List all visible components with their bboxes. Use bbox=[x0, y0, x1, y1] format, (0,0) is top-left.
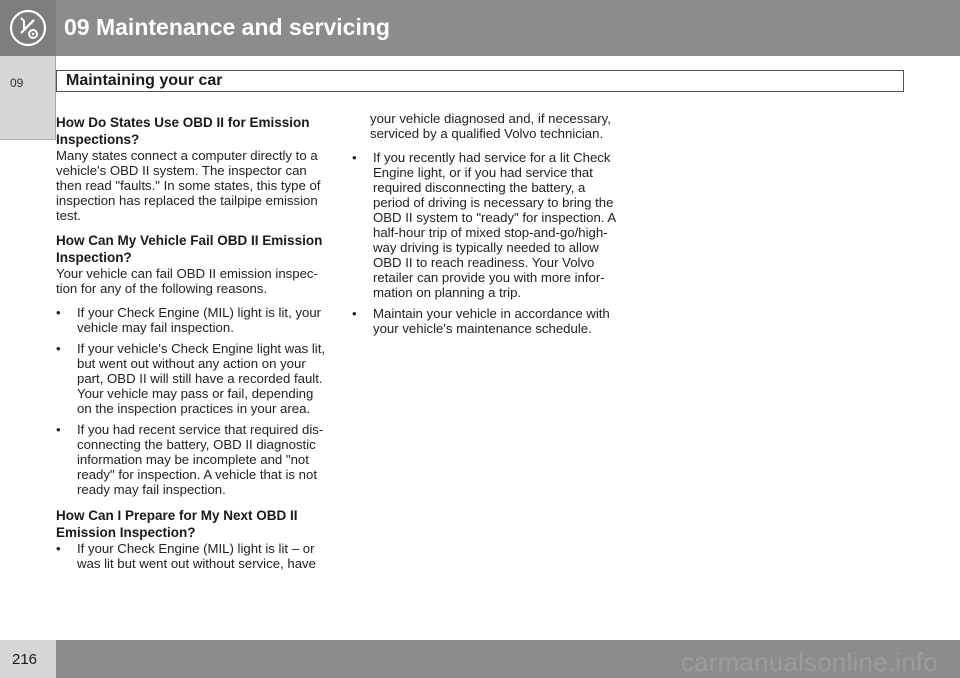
heading-obd-states: How Do States Use OBD II for Emission Inspections? bbox=[56, 115, 310, 147]
paragraph-obd-states: Many states connect a computer directly to a vehicle's OBD II system. The inspector can then read "faults." In some states, this type of inspection has replaced the tailpipe emission test. bbox=[56, 148, 321, 223]
fail-reasons-list bbox=[56, 305, 326, 497]
list-item: • If your Check Engine (MIL) light is lit – or was lit but went out without service, have bbox=[56, 541, 326, 571]
right-column bbox=[352, 111, 617, 346]
page-number: 216 bbox=[12, 651, 38, 668]
heading-prepare-inspection: How Can I Prepare for My Next OBD II Emission Inspection? bbox=[56, 508, 298, 540]
side-tab-label: 09 bbox=[10, 76, 24, 90]
list-item: • Maintain your vehicle in accordance with your vehicle's maintenance schedule. bbox=[352, 306, 617, 336]
watermark: carmanualsonline.info bbox=[680, 647, 938, 677]
wrench-gear-icon bbox=[9, 9, 47, 47]
chapter-header bbox=[0, 0, 960, 56]
list-item: • If your vehicle's Check Engine light was lit, but went out without any action on your part, OBD II will still have a recorded fault. Your vehicle may pass or fail, depending on the inspection practices in your area. bbox=[56, 341, 326, 416]
section-title-bar bbox=[56, 70, 904, 92]
chapter-title: 09 Maintenance and servicing bbox=[64, 14, 390, 40]
chapter-side-tab bbox=[0, 56, 56, 140]
heading-fail-inspection: How Can My Vehicle Fail OBD II Emission Inspection? bbox=[56, 233, 323, 265]
prepare-list bbox=[56, 541, 326, 571]
prepare-list-continued bbox=[352, 150, 617, 336]
page-footer bbox=[0, 640, 960, 678]
left-column bbox=[56, 114, 326, 581]
paragraph-fail-inspection: Your vehicle can fail OBD II emission inspec-tion for any of the following reasons. bbox=[56, 266, 318, 296]
list-item: • If you had recent service that required dis-connecting the battery, OBD II diagnostic information may be incomplete and "not ready" for inspection. A vehicle that is not ready may fail inspection. bbox=[56, 422, 326, 497]
list-item: • If you recently had service for a lit Check Engine light, or if you had service that required disconnecting the battery, a period of driving is necessary to bring the OBD II system to "ready" for inspection. A half-hour trip of mixed stop-and-go/high-way driving is typically needed to allow OBD II to reach readiness. Your Volvo retailer can provide you with more infor-mation on planning a trip. bbox=[352, 150, 617, 300]
chapter-icon-box bbox=[0, 0, 56, 56]
list-item-continuation: your vehicle diagnosed and, if necessary, serviced by a qualified Volvo technician. bbox=[370, 111, 611, 141]
section-title: Maintaining your car bbox=[66, 72, 223, 89]
page-number-box bbox=[0, 640, 56, 678]
list-item: • If your Check Engine (MIL) light is lit, your vehicle may fail inspection. bbox=[56, 305, 326, 335]
